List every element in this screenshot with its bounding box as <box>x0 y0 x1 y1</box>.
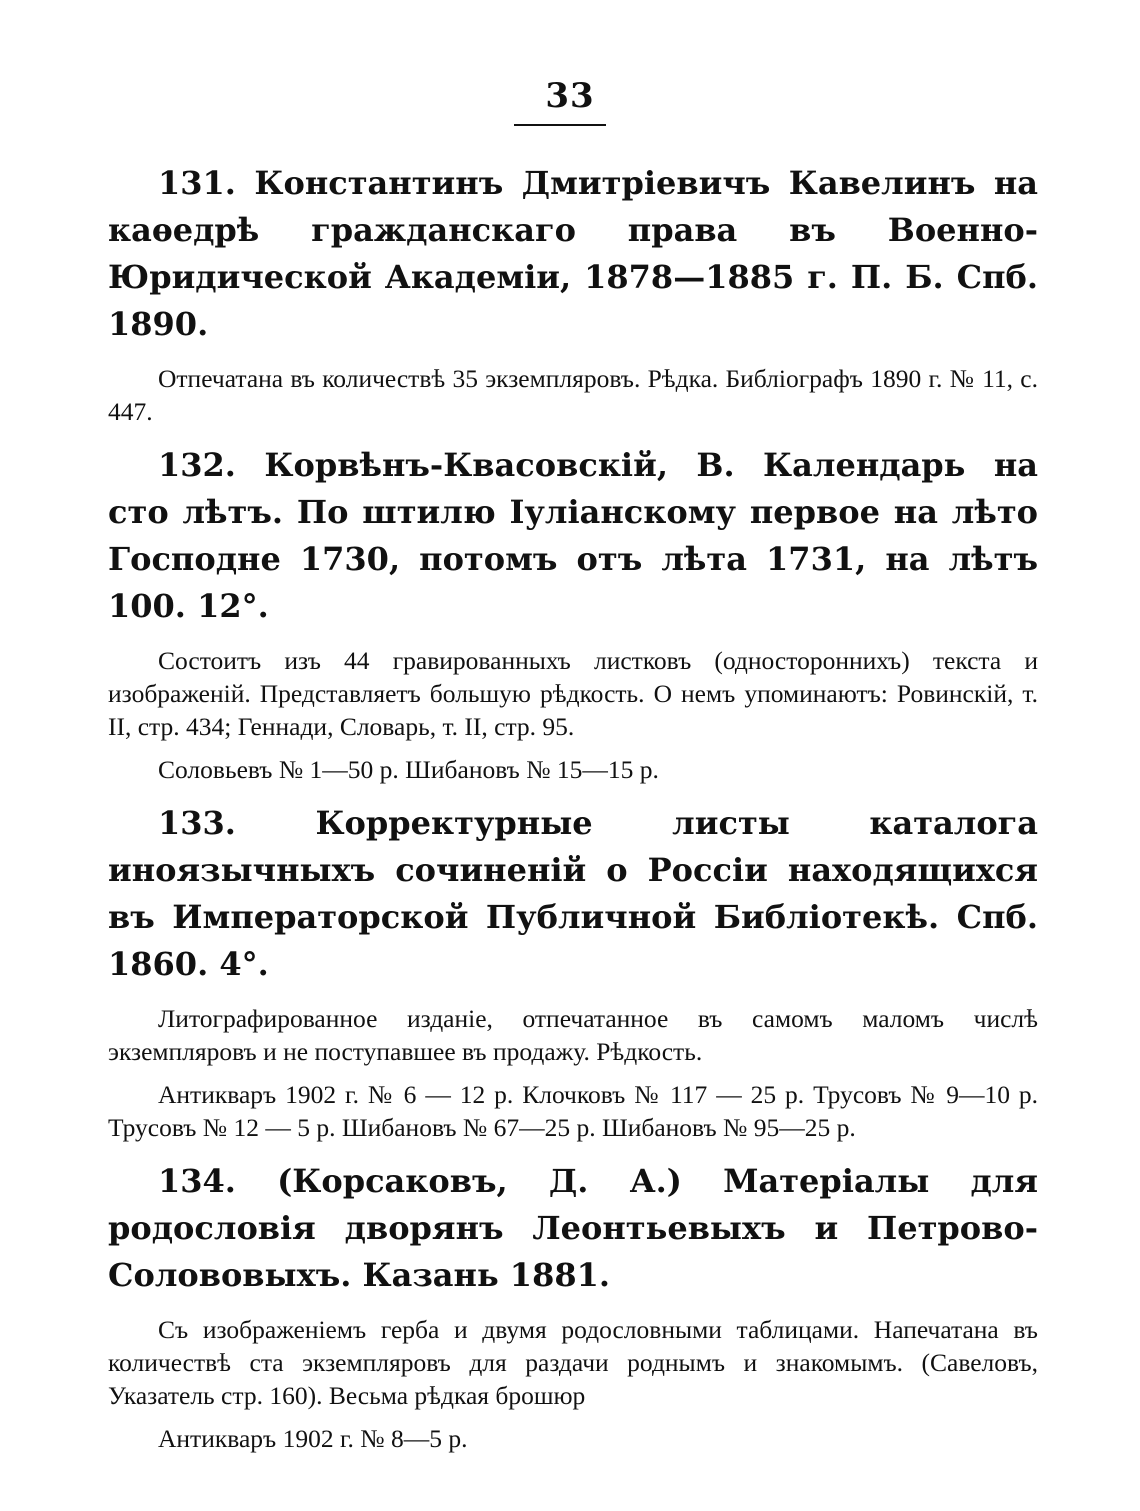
catalog-entry <box>108 160 1038 428</box>
entry-notes <box>108 1313 1038 1455</box>
page-number: 33 <box>545 76 595 116</box>
entry-notes <box>108 644 1038 786</box>
entry-heading: 132. Корвѣнъ-Квасовскій, В. Календарь на сто лѣтъ. По штилю Іуліанскому первое на лѣто Господне 1730, потомъ отъ лѣта 1731, на лѣтъ 100. 12°. <box>108 446 1038 625</box>
entry-note: Отпечатана въ количествѣ 35 экземпляровъ. Рѣдка. Библіографъ 1890 г. № 11, с. 447. <box>108 364 1038 426</box>
catalog-entries <box>108 160 1038 1455</box>
entry-note: Съ изображеніемъ герба и двумя родословными таблицами. Напечатана въ количествѣ ста экземпляровъ для раздачи роднымъ и знакомымъ. (Савеловъ, Указатель стр. 160). Весьма рѣдкая брошюр <box>108 1315 1038 1410</box>
catalog-entry <box>108 800 1038 1144</box>
entry-heading: 133. Корректурные листы каталога иноязычныхъ сочиненій о Россіи находящихся въ Императорской Публичной Библіотекѣ. Спб. 1860. 4°. <box>108 804 1038 983</box>
page-number-rule <box>514 124 606 126</box>
entry-note: Литографированное изданіе, отпечатанное въ самомъ маломъ числѣ экземпляровъ и не поступавшее въ продажу. Рѣдкость. <box>108 1004 1038 1066</box>
entry-notes <box>108 362 1038 428</box>
entry-price-note: Антикваръ 1902 г. № 8—5 р. <box>158 1424 468 1453</box>
entry-price-note: Антикваръ 1902 г. № 6 — 12 р. Клочковъ № 117 — 25 р. Трусовъ № 9—10 р. Трусовъ № 12 — 5 р. Шибановъ № 67—25 р. Шибановъ № 95—25 р. <box>108 1080 1038 1142</box>
entry-heading: 131. Константинъ Дмитріевичъ Кавелинъ на каѳедрѣ гражданскаго права въ Военно-Юридической Академіи, 1878—1885 г. П. Б. Спб. 1890. <box>108 164 1038 343</box>
entry-notes <box>108 1002 1038 1144</box>
entry-price-note: Соловьевъ № 1—50 р. Шибановъ № 15—15 р. <box>158 755 659 784</box>
entry-heading: 134. (Корсаковъ, Д. А.) Матеріалы для родословія дворянъ Леонтьевыхъ и Петрово-Солововыхъ. Казань 1881. <box>108 1162 1038 1294</box>
catalog-entry <box>108 1158 1038 1455</box>
entry-note: Состоитъ изъ 44 гравированныхъ листковъ (одностороннихъ) текста и изображеній. Представляетъ большую рѣдкость. О немъ упоминаютъ: Ровинскій, т. II, стр. 434; Геннади, Словарь, т. II, стр. 95. <box>108 646 1038 741</box>
catalog-entry <box>108 442 1038 786</box>
